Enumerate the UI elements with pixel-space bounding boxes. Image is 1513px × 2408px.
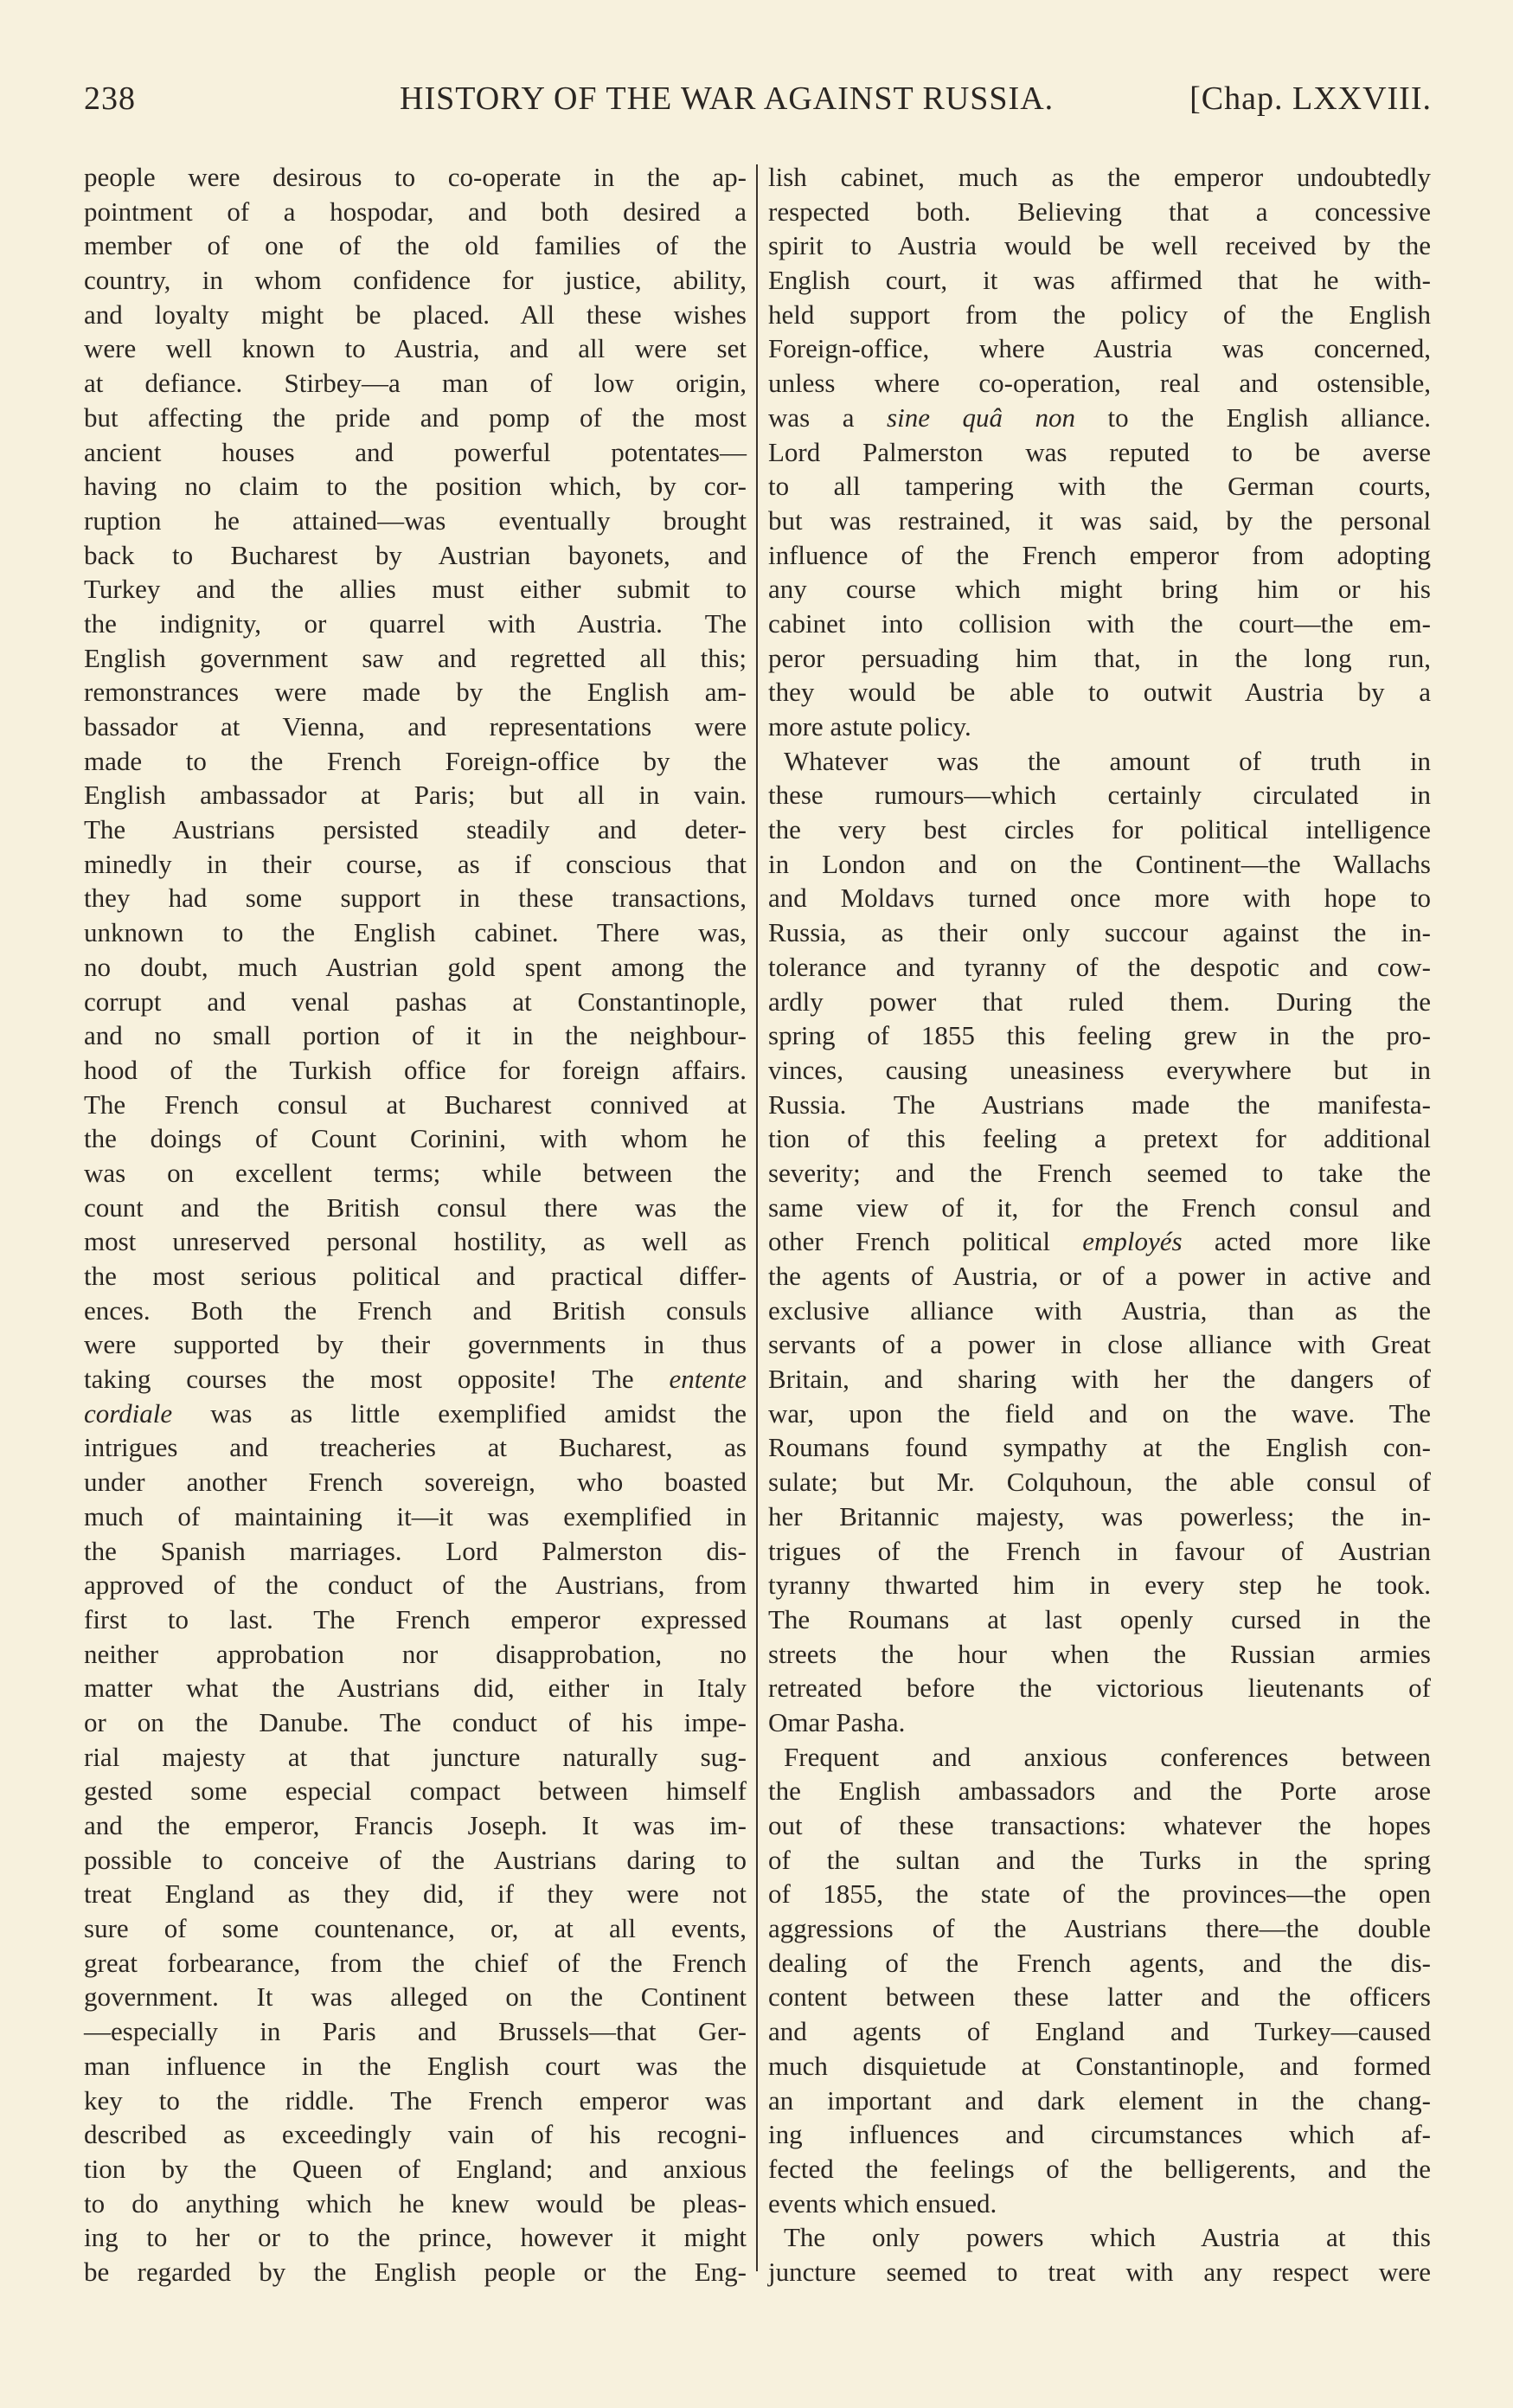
text-segment: Omar Pasha. bbox=[768, 1706, 906, 1737]
text-line bbox=[768, 2014, 1431, 2049]
text-line bbox=[768, 435, 1431, 470]
text-line bbox=[768, 1980, 1431, 2014]
text-segment: —especially in Paris and Brussels—that Ger- bbox=[84, 2016, 747, 2047]
text-segment: member of one of the old families of the bbox=[84, 230, 747, 261]
text-segment: described as exceedingly vain of his recogni- bbox=[84, 2119, 747, 2150]
text-segment: minedly in their course, as if conscious that bbox=[84, 848, 747, 879]
text-line bbox=[84, 778, 747, 812]
text-segment: but was restrained, it was said, by the personal bbox=[768, 504, 1431, 536]
text-segment: great forbearance, from the chief of the French bbox=[84, 1947, 747, 1978]
text-segment: Britain, and sharing with her the dangers of bbox=[768, 1364, 1431, 1395]
text-line bbox=[768, 812, 1431, 847]
text-segment: Frequent and anxious conferences between bbox=[784, 1741, 1431, 1772]
right-column bbox=[768, 160, 1431, 2289]
text-segment: first to last. The French emperor expressed bbox=[84, 1603, 747, 1634]
text-line bbox=[768, 160, 1431, 195]
text-segment: servants of a power in close alliance with Great bbox=[768, 1329, 1431, 1360]
text-segment: influence of the French emperor from adopting bbox=[768, 539, 1431, 570]
text-line bbox=[84, 1191, 747, 1225]
text-line bbox=[84, 1294, 747, 1328]
text-segment: made to the French Foreign-office by the bbox=[84, 745, 747, 776]
text-segment: was as little exemplified amidst the bbox=[172, 1397, 747, 1429]
text-segment: country, in whom confidence for justice, ability, bbox=[84, 265, 747, 296]
text-segment: be regarded by the English people or the Eng- bbox=[84, 2256, 747, 2287]
text-segment: taking courses the most opposite! The bbox=[84, 1364, 670, 1395]
text-segment: acted more like bbox=[1182, 1226, 1431, 1257]
text-segment: severity; and the French seemed to take the bbox=[768, 1157, 1431, 1188]
text-line bbox=[768, 1740, 1431, 1775]
text-line bbox=[768, 538, 1431, 573]
text-segment: The French consul at Bucharest connived at bbox=[84, 1088, 747, 1120]
text-line bbox=[768, 1018, 1431, 1053]
text-line bbox=[768, 1088, 1431, 1122]
text-line bbox=[768, 1362, 1431, 1397]
text-line bbox=[84, 195, 747, 229]
text-segment: rial majesty at that juncture naturally sug- bbox=[84, 1741, 747, 1772]
text-segment: most unreserved personal hostility, as well as bbox=[84, 1226, 747, 1257]
text-line bbox=[768, 744, 1431, 779]
text-line bbox=[768, 1568, 1431, 1602]
text-segment: key to the riddle. The French emperor was bbox=[84, 2084, 747, 2116]
text-line bbox=[84, 2014, 747, 2049]
text-segment: and loyalty might be placed. All these wishes bbox=[84, 299, 747, 330]
text-line bbox=[84, 1088, 747, 1122]
text-segment: unless where co-operation, real and ostensible, bbox=[768, 368, 1431, 399]
text-line bbox=[84, 1397, 747, 1431]
italic-text: cordiale bbox=[84, 1397, 173, 1429]
text-segment: Foreign-office, where Austria was concerned, bbox=[768, 333, 1431, 364]
text-segment: under another French sovereign, who boasted bbox=[84, 1467, 747, 1498]
text-segment: were supported by their governments in thus bbox=[84, 1329, 747, 1360]
text-segment: and Moldavs turned once more with hope to bbox=[768, 883, 1431, 914]
text-line bbox=[768, 641, 1431, 676]
text-line bbox=[84, 1808, 747, 1843]
text-line bbox=[768, 985, 1431, 1019]
text-line bbox=[768, 2186, 1431, 2221]
text-line bbox=[768, 1774, 1431, 1808]
text-line bbox=[84, 401, 747, 435]
text-line bbox=[768, 778, 1431, 812]
chapter-label: [Chap. LXXVIII. bbox=[1189, 80, 1432, 117]
text-line bbox=[768, 504, 1431, 538]
text-segment: people were desirous to co-operate in the ap- bbox=[84, 162, 747, 192]
text-segment: vinces, causing uneasiness everywhere but in bbox=[768, 1054, 1431, 1085]
text-line bbox=[84, 1740, 747, 1775]
text-segment: corrupt and venal pashas at Constantinople, bbox=[84, 986, 747, 1017]
text-segment: spirit to Austria would be well received by the bbox=[768, 230, 1431, 261]
text-segment: aggressions of the Austrians there—the double bbox=[768, 1913, 1431, 1944]
text-segment: were well known to Austria, and all were set bbox=[84, 333, 747, 364]
text-line bbox=[84, 1224, 747, 1259]
text-line bbox=[768, 1602, 1431, 1637]
text-line bbox=[768, 1946, 1431, 1981]
text-line bbox=[768, 607, 1431, 641]
text-line bbox=[84, 1946, 747, 1981]
text-segment: or on the Danube. The conduct of his impe- bbox=[84, 1706, 747, 1737]
text-line bbox=[768, 847, 1431, 882]
text-line bbox=[84, 1534, 747, 1569]
text-segment: spring of 1855 this feeling grew in the pro- bbox=[768, 1020, 1431, 1051]
text-line bbox=[84, 1362, 747, 1397]
italic-text: sine quâ non bbox=[887, 401, 1076, 433]
text-segment: other French political bbox=[768, 1226, 1083, 1257]
text-segment: the very best circles for political intelligence bbox=[768, 814, 1431, 845]
text-line bbox=[768, 1053, 1431, 1088]
text-line bbox=[768, 950, 1431, 985]
text-segment: man influence in the English court was the bbox=[84, 2050, 747, 2081]
text-segment: ancient houses and powerful potentates— bbox=[84, 436, 747, 467]
text-line bbox=[84, 641, 747, 676]
text-segment: neither approbation nor disapprobation, no bbox=[84, 1638, 747, 1669]
text-segment: no doubt, much Austrian gold spent among the bbox=[84, 951, 747, 982]
text-segment: was a bbox=[768, 401, 888, 433]
text-segment: events which ensued. bbox=[768, 2187, 997, 2219]
text-segment: and the emperor, Francis Joseph. It was im- bbox=[84, 1810, 747, 1840]
text-segment: sulate; but Mr. Colquhoun, the able consul of bbox=[768, 1467, 1431, 1498]
text-line bbox=[84, 1327, 747, 1362]
text-line bbox=[84, 1980, 747, 2014]
text-line bbox=[768, 1843, 1431, 1878]
text-line bbox=[84, 1671, 747, 1705]
text-segment: was on excellent terms; while between the bbox=[84, 1157, 747, 1188]
text-segment: the English ambassadors and the Porte arose bbox=[768, 1775, 1431, 1807]
text-segment: war, upon the field and on the wave. The bbox=[768, 1397, 1431, 1429]
text-segment: held support from the policy of the English bbox=[768, 299, 1431, 330]
text-line bbox=[768, 331, 1431, 366]
text-line bbox=[768, 915, 1431, 950]
text-line bbox=[84, 504, 747, 538]
text-line bbox=[84, 2220, 747, 2255]
text-segment: tion by the Queen of England; and anxious bbox=[84, 2153, 747, 2184]
text-segment: the Spanish marriages. Lord Palmerston dis- bbox=[84, 1535, 747, 1566]
text-line bbox=[768, 2255, 1431, 2289]
text-segment: of 1855, the state of the provinces—the open bbox=[768, 1878, 1431, 1910]
text-segment: to all tampering with the German courts, bbox=[768, 471, 1431, 502]
running-title: HISTORY OF THE WAR AGAINST RUSSIA. bbox=[400, 80, 1055, 117]
text-segment: pointment of a hospodar, and both desired a bbox=[84, 196, 747, 227]
text-line bbox=[768, 1327, 1431, 1362]
text-line bbox=[768, 1191, 1431, 1225]
text-line bbox=[84, 915, 747, 950]
text-segment: juncture seemed to treat with any respect were bbox=[768, 2256, 1431, 2287]
text-segment: same view of it, for the French consul and bbox=[768, 1191, 1431, 1223]
text-line bbox=[84, 1705, 747, 1740]
text-segment: tyranny thwarted him in every step he took. bbox=[768, 1570, 1431, 1601]
text-line bbox=[84, 950, 747, 985]
text-line bbox=[768, 1808, 1431, 1843]
text-line bbox=[84, 2255, 747, 2289]
text-line bbox=[84, 1156, 747, 1191]
text-line bbox=[768, 1259, 1431, 1294]
text-segment: government. It was alleged on the Continent bbox=[84, 1981, 747, 2013]
text-segment: ences. Both the French and British consuls bbox=[84, 1294, 747, 1326]
text-segment: treat England as they did, if they were not bbox=[84, 1878, 747, 1910]
text-line bbox=[84, 298, 747, 332]
text-line bbox=[768, 2084, 1431, 2118]
text-line bbox=[84, 1053, 747, 1088]
text-line bbox=[84, 160, 747, 195]
italic-text: entente bbox=[669, 1364, 747, 1395]
text-segment: at defiance. Stirbey—a man of low origin, bbox=[84, 368, 747, 399]
text-line bbox=[768, 1877, 1431, 1911]
text-segment: streets the hour when the Russian armies bbox=[768, 1638, 1431, 1669]
text-segment: they would be able to outwit Austria by a bbox=[768, 677, 1431, 708]
text-segment: exclusive alliance with Austria, than as the bbox=[768, 1294, 1431, 1326]
text-segment: dealing of the French agents, and the dis- bbox=[768, 1947, 1431, 1978]
text-segment: to the English alliance. bbox=[1075, 401, 1431, 433]
text-line bbox=[84, 744, 747, 779]
text-line bbox=[768, 2117, 1431, 2152]
text-segment: cabinet into collision with the court—the em- bbox=[768, 607, 1431, 639]
text-segment: and agents of England and Turkey—caused bbox=[768, 2016, 1431, 2047]
text-line bbox=[768, 1121, 1431, 1156]
text-segment: they had some support in these transactions, bbox=[84, 883, 747, 914]
italic-text: employés bbox=[1082, 1226, 1183, 1257]
text-line bbox=[84, 1602, 747, 1637]
text-line bbox=[84, 572, 747, 607]
text-segment: approved of the conduct of the Austrians, from bbox=[84, 1570, 747, 1601]
text-segment: the agents of Austria, or of a power in active and bbox=[768, 1261, 1431, 1291]
text-segment: much of maintaining it—it was exemplified in bbox=[84, 1500, 747, 1531]
text-line bbox=[84, 607, 747, 641]
text-segment: matter what the Austrians did, either in Italy bbox=[84, 1673, 747, 1704]
text-line bbox=[84, 2049, 747, 2084]
text-segment: English court, it was affirmed that he with- bbox=[768, 265, 1431, 296]
text-segment: an important and dark element in the chang- bbox=[768, 2084, 1431, 2116]
text-line bbox=[768, 469, 1431, 504]
text-segment: sure of some countenance, or, at all events, bbox=[84, 1913, 747, 1944]
text-line bbox=[84, 2117, 747, 2152]
text-segment: Roumans found sympathy at the English con- bbox=[768, 1432, 1431, 1463]
text-segment: unknown to the English cabinet. There was, bbox=[84, 917, 747, 948]
text-line bbox=[768, 1705, 1431, 1740]
text-segment: intrigues and treacheries at Bucharest, as bbox=[84, 1432, 747, 1463]
text-line bbox=[84, 985, 747, 1019]
text-line bbox=[768, 1534, 1431, 1569]
text-line bbox=[768, 1294, 1431, 1328]
text-segment: The only powers which Austria at this bbox=[784, 2222, 1431, 2253]
text-segment: in London and on the Continent—the Wallachs bbox=[768, 848, 1431, 879]
left-column bbox=[84, 160, 747, 2289]
text-line bbox=[84, 1774, 747, 1808]
text-segment: tolerance and tyranny of the despotic and cow- bbox=[768, 951, 1431, 982]
text-segment: fected the feelings of the belligerents, and the bbox=[768, 2153, 1431, 2184]
text-segment: The Roumans at last openly cursed in the bbox=[768, 1603, 1431, 1634]
text-line bbox=[768, 710, 1431, 744]
text-segment: of the sultan and the Turks in the spring bbox=[768, 1844, 1431, 1875]
text-line bbox=[84, 1465, 747, 1499]
text-line bbox=[84, 366, 747, 401]
text-line bbox=[84, 1259, 747, 1294]
text-segment: respected both. Believing that a concessive bbox=[768, 196, 1431, 227]
text-line bbox=[84, 1499, 747, 1534]
text-line bbox=[84, 2152, 747, 2186]
text-line bbox=[84, 1637, 747, 1672]
text-segment: remonstrances were made by the English am- bbox=[84, 677, 747, 708]
text-line bbox=[84, 228, 747, 263]
text-line bbox=[84, 538, 747, 573]
text-segment: English government saw and regretted all this; bbox=[84, 642, 747, 673]
text-line bbox=[768, 2220, 1431, 2255]
text-line bbox=[768, 1911, 1431, 1946]
text-line bbox=[768, 228, 1431, 263]
text-segment: peror persuading him that, in the long run, bbox=[768, 642, 1431, 673]
text-segment: the most serious political and practical differ- bbox=[84, 1261, 747, 1291]
text-segment: hood of the Turkish office for foreign affairs. bbox=[84, 1054, 747, 1085]
text-segment: count and the British consul there was the bbox=[84, 1191, 747, 1223]
text-segment: lish cabinet, much as the emperor undoubtedly bbox=[768, 162, 1431, 192]
text-segment: back to Bucharest by Austrian bayonets, and bbox=[84, 539, 747, 570]
text-segment: having no claim to the position which, by cor- bbox=[84, 471, 747, 502]
text-line bbox=[768, 1397, 1431, 1431]
text-line bbox=[768, 263, 1431, 298]
text-line bbox=[84, 710, 747, 744]
text-segment: but affecting the pride and pomp of the most bbox=[84, 401, 747, 433]
text-segment: Lord Palmerston was reputed to be averse bbox=[768, 436, 1431, 467]
text-segment: retreated before the victorious lieutenants of bbox=[768, 1673, 1431, 1704]
text-line bbox=[768, 1499, 1431, 1534]
text-line bbox=[84, 1430, 747, 1465]
text-line bbox=[768, 1224, 1431, 1259]
text-line bbox=[84, 1843, 747, 1878]
text-line bbox=[84, 435, 747, 470]
text-segment: tion of this feeling a pretext for additional bbox=[768, 1123, 1431, 1154]
text-line bbox=[768, 1430, 1431, 1465]
text-line bbox=[84, 1121, 747, 1156]
text-segment: ruption he attained—was eventually brought bbox=[84, 504, 747, 536]
text-line bbox=[768, 195, 1431, 229]
text-line bbox=[768, 298, 1431, 332]
text-segment: much disquietude at Constantinople, and formed bbox=[768, 2050, 1431, 2081]
page-number: 238 bbox=[84, 80, 136, 117]
text-line bbox=[768, 675, 1431, 710]
text-segment: English ambassador at Paris; but all in vain. bbox=[84, 780, 747, 811]
text-line bbox=[768, 881, 1431, 915]
text-line bbox=[768, 572, 1431, 607]
text-segment: Russia, as their only succour against the in- bbox=[768, 917, 1431, 948]
text-segment: Whatever was the amount of truth in bbox=[784, 745, 1431, 776]
text-line bbox=[84, 2186, 747, 2221]
text-line bbox=[768, 1671, 1431, 1705]
text-line bbox=[84, 331, 747, 366]
text-line bbox=[84, 847, 747, 882]
text-segment: the doings of Count Corinini, with whom he bbox=[84, 1123, 747, 1154]
text-segment: these rumours—which certainly circulated in bbox=[768, 780, 1431, 811]
text-line bbox=[84, 881, 747, 915]
text-line bbox=[768, 366, 1431, 401]
text-line bbox=[84, 1911, 747, 1946]
text-line bbox=[768, 401, 1431, 435]
text-segment: ing to her or to the prince, however it might bbox=[84, 2222, 747, 2253]
text-line bbox=[84, 469, 747, 504]
text-segment: ing influences and circumstances which af- bbox=[768, 2119, 1431, 2150]
text-segment: Turkey and the allies must either submit to bbox=[84, 574, 747, 605]
text-segment: to do anything which he knew would be pleas- bbox=[84, 2187, 747, 2219]
column-divider bbox=[756, 164, 758, 2271]
text-segment: more astute policy. bbox=[768, 711, 971, 742]
text-line bbox=[84, 1568, 747, 1602]
text-line bbox=[768, 1637, 1431, 1672]
text-segment: possible to conceive of the Austrians daring to bbox=[84, 1844, 747, 1875]
text-line bbox=[84, 263, 747, 298]
text-line bbox=[768, 1465, 1431, 1499]
text-line bbox=[768, 2049, 1431, 2084]
text-line bbox=[84, 675, 747, 710]
text-line bbox=[84, 2084, 747, 2118]
text-segment: The Austrians persisted steadily and deter- bbox=[84, 814, 747, 845]
text-segment: gested some especial compact between himself bbox=[84, 1775, 747, 1807]
text-segment: her Britannic majesty, was powerless; the in- bbox=[768, 1500, 1431, 1531]
text-segment: and no small portion of it in the neighbour- bbox=[84, 1020, 747, 1051]
text-segment: Russia. The Austrians made the manifesta- bbox=[768, 1088, 1431, 1120]
text-segment: any course which might bring him or his bbox=[768, 574, 1431, 605]
text-segment: ardly power that ruled them. During the bbox=[768, 986, 1431, 1017]
text-line bbox=[768, 1156, 1431, 1191]
text-segment: content between these latter and the officers bbox=[768, 1981, 1431, 2013]
text-segment: bassador at Vienna, and representations were bbox=[84, 711, 747, 742]
text-line bbox=[84, 812, 747, 847]
text-segment: out of these transactions: whatever the hopes bbox=[768, 1810, 1431, 1840]
text-line bbox=[84, 1877, 747, 1911]
text-line bbox=[768, 2152, 1431, 2186]
text-segment: trigues of the French in favour of Austrian bbox=[768, 1535, 1431, 1566]
text-segment: the indignity, or quarrel with Austria. The bbox=[84, 607, 747, 639]
text-line bbox=[84, 1018, 747, 1053]
